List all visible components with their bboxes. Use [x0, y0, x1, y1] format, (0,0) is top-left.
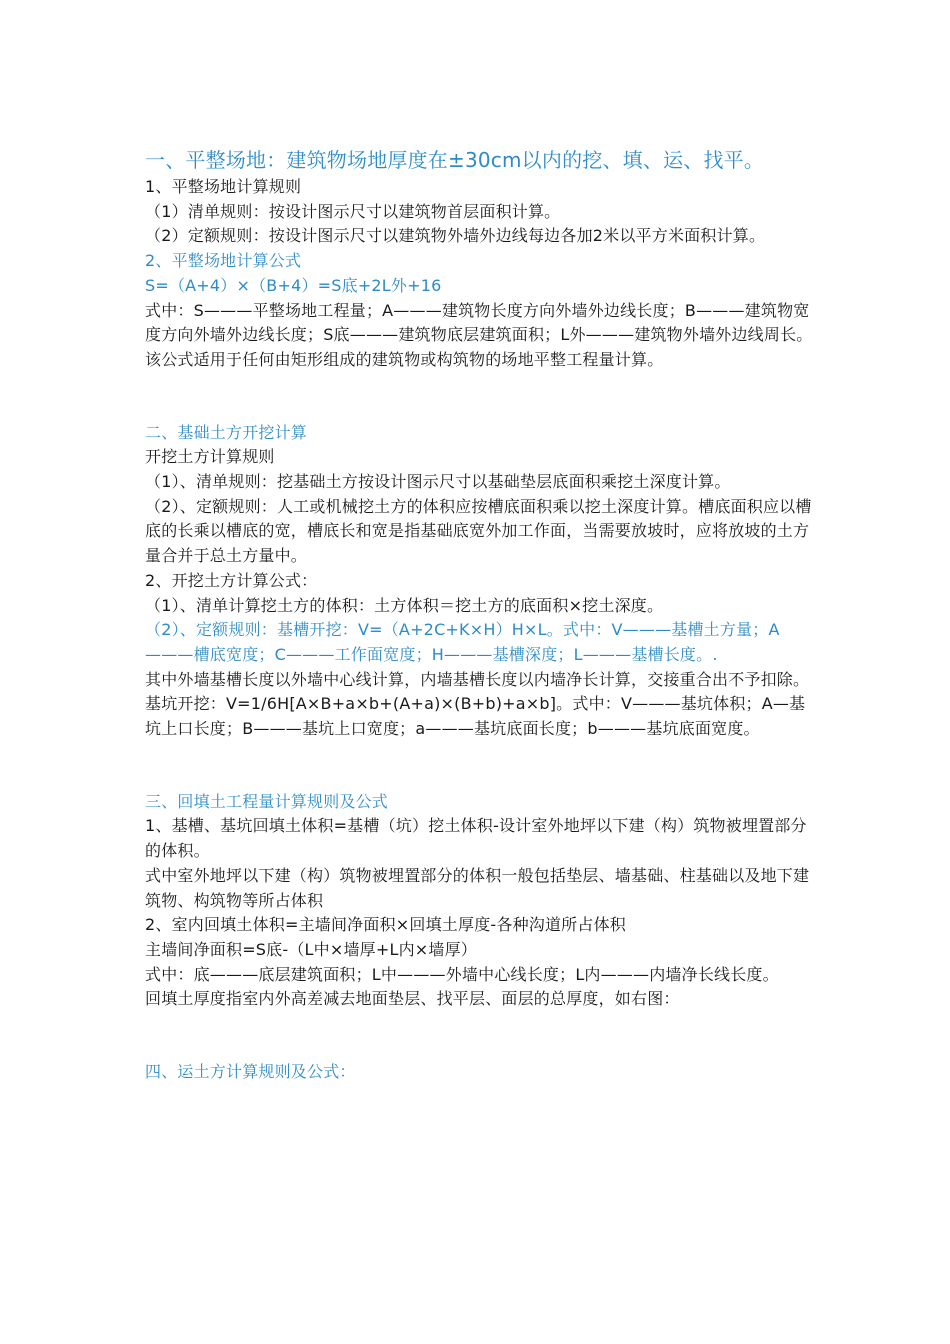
paragraph: 该公式适用于任何由矩形组成的建筑物或构筑物的场地平整工程量计算。: [145, 349, 664, 369]
paragraph: 式中：底———底层建筑面积；L中———外墙中心线长度；L内———内墙净长线长度。: [145, 964, 779, 984]
section-2-title: 二、基础土方开挖计算: [145, 422, 308, 442]
section-4-title: 四、运土方计算规则及公式：: [145, 1062, 356, 1082]
section-3: [145, 790, 815, 1012]
subheading: 2、平整场地计算公式: [145, 251, 302, 271]
paragraph: 2、开挖土方计算公式：: [145, 570, 318, 590]
paragraph: 2、室内回填土体积=主墙间净面积×回填土厚度-各种沟道所占体积: [145, 915, 626, 935]
section-4: [145, 1060, 815, 1085]
paragraph: 其中外墙基槽长度以外墙中心线计算，内墙基槽长度以内墙净长计算，交接重合出不予扣除。: [145, 669, 810, 689]
document-page: [145, 145, 815, 1085]
section-1: [145, 145, 815, 373]
paragraph: （2）定额规则：按设计图示尺寸以建筑物外墙外边线每边各加2米以平方米面积计算。: [145, 226, 766, 246]
formula: （2）、定额规则：基槽开挖：V=（A+2C+K×H）H×L。式中：V———基槽土方量；A———槽底宽度；C———工作面宽度；H———基槽深度；L———基槽长度。.: [145, 620, 780, 664]
paragraph: 基坑开挖：V=1/6H[A×B+a×b+(A+a)×(B+b)+a×b]。式中：V———基坑体积；A—基坑上口长度；B———基坑上口宽度；a———基坑底面长度；b———基坑底面宽度。: [145, 694, 806, 739]
formula: S=（A+4）×（B+4）=S底+2L外+16: [145, 275, 442, 295]
spacer: [145, 373, 815, 421]
paragraph: 回填土厚度指室内外高差减去地面垫层、找平层、面层的总厚度，如右图：: [145, 989, 680, 1009]
paragraph: 开挖土方计算规则: [145, 447, 275, 467]
paragraph: （2）、定额规则：人工或机械挖土方的体积应按槽底面积乘以挖土深度计算。槽底面积应以槽底的长乘以槽底的宽，槽底长和宽是指基础底宽外加工作面，当需要放坡时，应将放坡的土方量合并于总土方量中。: [145, 496, 812, 566]
paragraph: （1）、清单规则：挖基础土方按设计图示尺寸以基础垫层底面积乘挖土深度计算。: [145, 472, 731, 492]
spacer: [145, 742, 815, 790]
section-3-title: 三、回填土工程量计算规则及公式: [145, 791, 389, 811]
paragraph: 1、平整场地计算规则: [145, 177, 302, 196]
paragraph: 1、基槽、基坑回填土体积=基槽（坑）挖土体积-设计室外地坪以下建（构）筑物被埋置部分的体积。: [145, 816, 807, 861]
spacer: [145, 1012, 815, 1060]
paragraph: （1）清单规则：按设计图示尺寸以建筑物首层面积计算。: [145, 201, 561, 221]
paragraph: 主墙间净面积=S底-（L中×墙厚+L内×墙厚）: [145, 939, 477, 959]
section-1-title: 一、平整场地：建筑物场地厚度在±30cm以内的挖、填、运、找平。: [145, 148, 765, 172]
paragraph: 式中室外地坪以下建（构）筑物被埋置部分的体积一般包括垫层、墙基础、柱基础以及地下建筑物、构筑物等所占体积: [145, 865, 810, 910]
paragraph: 式中：S———平整场地工程量；A———建筑物长度方向外墙外边线长度；B———建筑物宽度方向外墙外边线长度；S底———建筑物底层建筑面积；L外———建筑物外墙外边线周长。: [145, 300, 813, 345]
paragraph: （1）、清单计算挖土方的体积：土方体积＝挖土方的底面积×挖土深度。: [145, 595, 664, 615]
section-2: [145, 421, 815, 742]
